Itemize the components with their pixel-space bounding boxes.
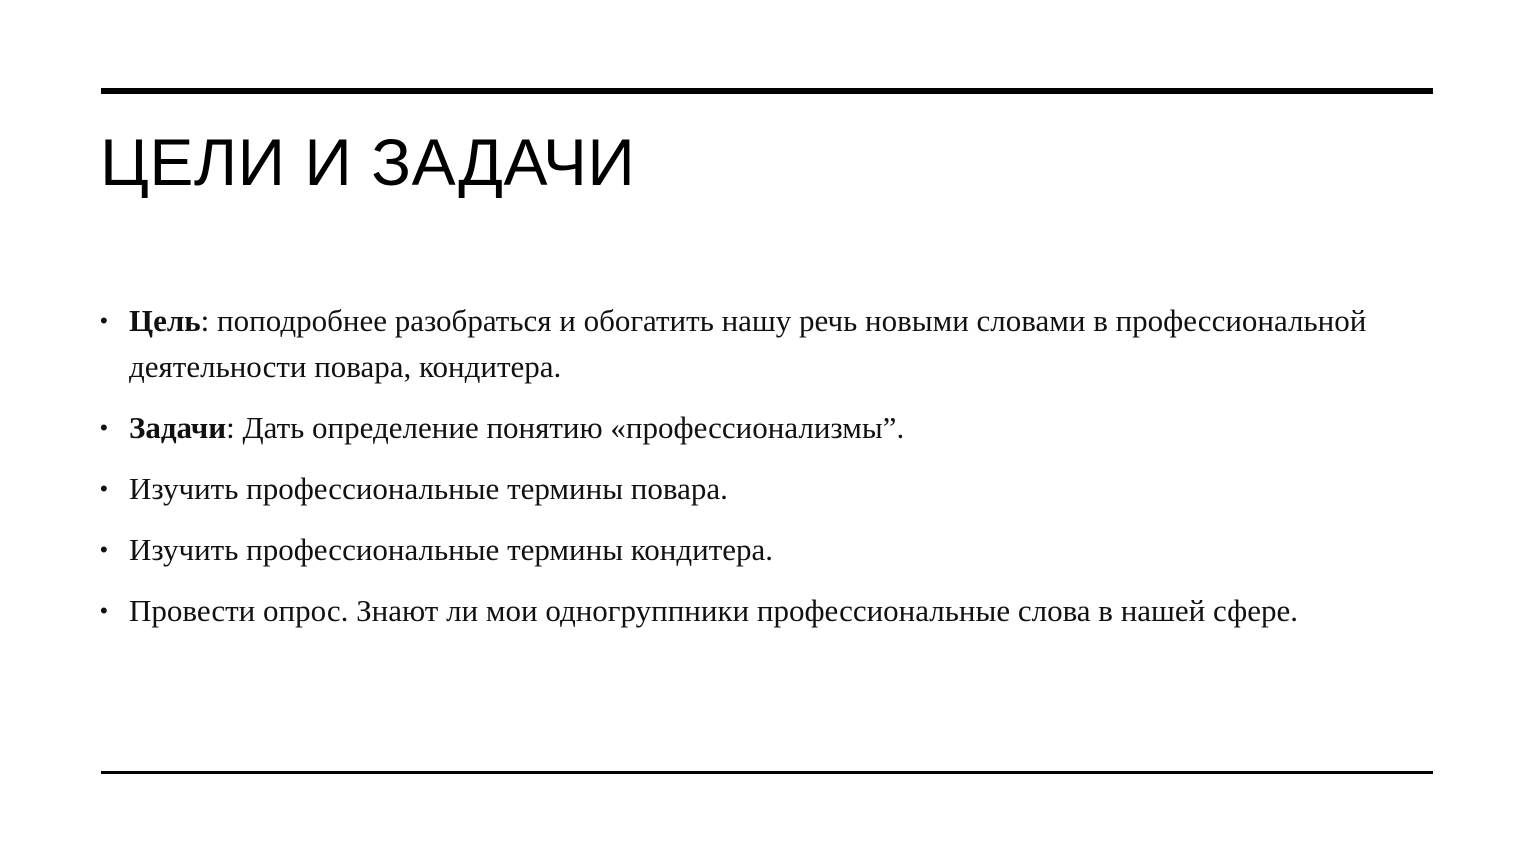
bullet-icon: •	[100, 537, 108, 562]
confectioner-terms-text: Изучить профессиональные термины кондитера.	[129, 532, 774, 567]
bullet-icon: •	[100, 598, 108, 623]
top-divider	[101, 88, 1433, 94]
bottom-divider	[101, 771, 1433, 774]
list-item-goal	[100, 298, 1430, 390]
goal-label: Цель	[129, 303, 201, 338]
bullet-icon: •	[100, 415, 108, 440]
bullet-list	[100, 298, 1430, 649]
survey-text: Провести опрос. Знают ли мои одногруппники профессиональные слова в нашей сфере.	[129, 593, 1299, 628]
goal-text: : поподробнее разобраться и обогатить нашу речь новыми словами в профессиональной деятельности повара, кондитера.	[129, 303, 1367, 384]
list-item-chef-terms	[100, 466, 1430, 512]
bullet-icon: •	[100, 308, 108, 333]
list-item-survey	[100, 588, 1430, 634]
chef-terms-text: Изучить профессиональные термины повара.	[129, 471, 728, 506]
list-item-tasks	[100, 405, 1430, 451]
bullet-icon: •	[100, 476, 108, 501]
list-item-confectioner-terms	[100, 527, 1430, 573]
tasks-label: Задачи	[129, 410, 227, 445]
tasks-text: : Дать определение понятию «профессионализмы”.	[226, 410, 905, 445]
slide-title: ЦЕЛИ И ЗАДАЧИ	[100, 125, 636, 199]
